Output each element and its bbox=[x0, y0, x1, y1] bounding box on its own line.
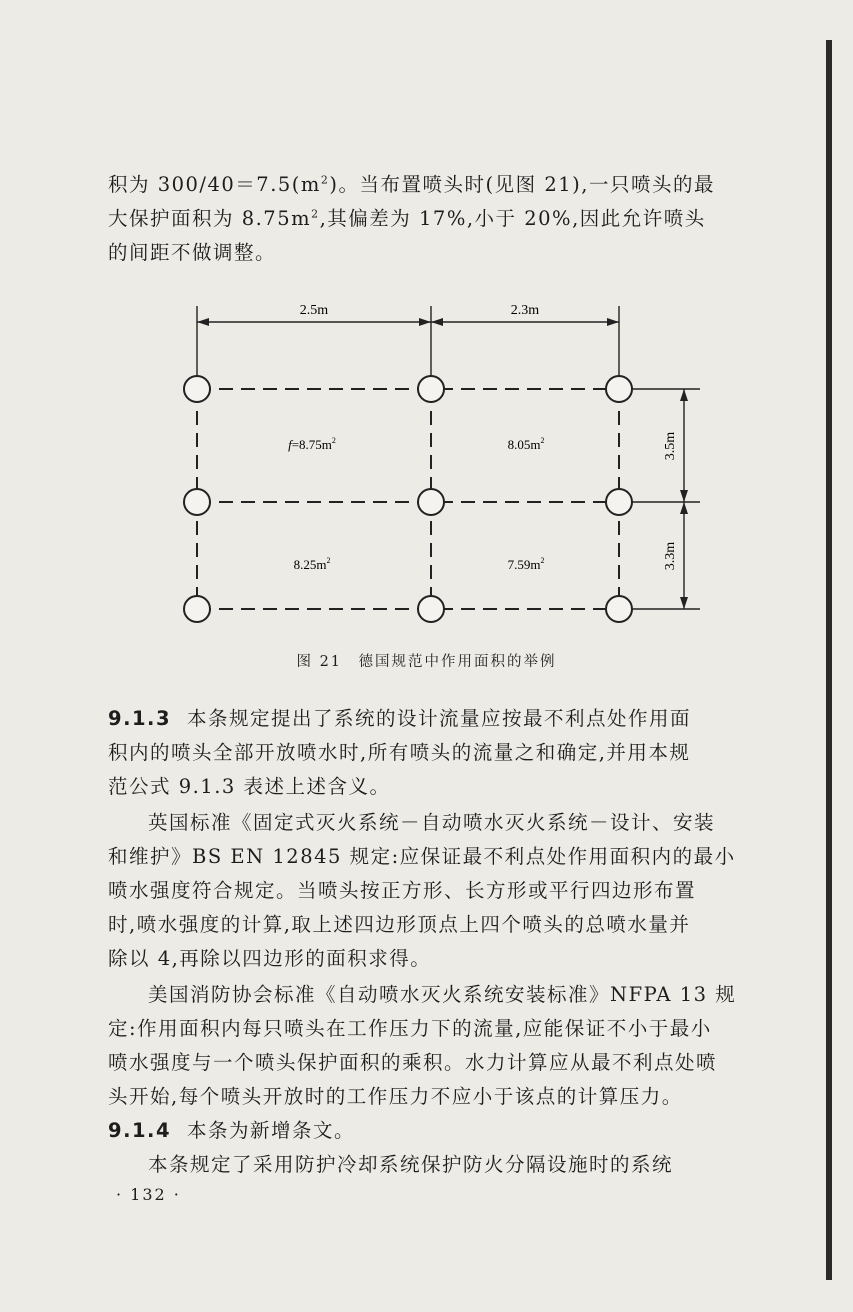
intro-line-2: 大保护面积为 $8.75m^2$,其偏差为 17%,小于 20%,因此允许喷头 bbox=[108, 207, 706, 230]
dim-top-right: 2.3m bbox=[510, 303, 540, 318]
area-label-bottom-right: $7.59m^2$ bbox=[507, 556, 545, 572]
sprinkler-head-circle bbox=[184, 376, 210, 402]
sprinkler-head-circle bbox=[184, 489, 210, 515]
page-number: · 132 · bbox=[116, 1185, 181, 1204]
sprinkler-head-circle bbox=[418, 596, 444, 622]
sprinkler-head-circle bbox=[606, 489, 632, 515]
top-dimension-lines bbox=[197, 306, 619, 376]
nfpa-line-4: 头开始,每个喷头开放时的工作压力不应小于该点的计算压力。 bbox=[108, 1085, 683, 1108]
sprinkler-head-circle bbox=[418, 376, 444, 402]
bs-line-1: 英国标准《固定式灭火系统－自动喷水灭火系统－设计、安装 bbox=[148, 811, 716, 834]
sprinkler-head-circle bbox=[418, 489, 444, 515]
last-line: 本条规定了采用防护冷却系统保护防火分隔设施时的系统 bbox=[148, 1153, 674, 1176]
section-9-1-4-line: 9.1.4 本条为新增条文。 bbox=[108, 1119, 356, 1142]
bs-line-4: 时,喷水强度的计算,取上述四边形顶点上四个喷头的总喷水量并 bbox=[108, 913, 691, 936]
area-label-bottom-left: $8.25m^2$ bbox=[293, 556, 331, 572]
dashed-grid bbox=[197, 389, 619, 609]
intro-line-3: 的间距不做调整。 bbox=[108, 241, 277, 264]
area-label-top-left: $f=8.75m^2$ bbox=[288, 436, 336, 452]
bs-line-2: 和维护》BS EN 12845 规定:应保证最不利点处作用面积内的最小 bbox=[108, 845, 736, 868]
section-9-1-3-line-1: 9.1.3 本条规定提出了系统的设计流量应按最不利点处作用面 bbox=[108, 707, 692, 730]
sprinkler-head-circle bbox=[606, 376, 632, 402]
bs-en-paragraph bbox=[108, 806, 758, 976]
sprinkler-head-circle bbox=[606, 596, 632, 622]
area-label-top-right: $8.05m^2$ bbox=[507, 436, 545, 452]
nfpa-line-3: 喷水强度与一个喷头保护面积的乘积。水力计算应从最不利点处喷 bbox=[108, 1051, 718, 1074]
nfpa-line-2: 定:作用面积内每只喷头在工作压力下的流量,应能保证不小于最小 bbox=[108, 1017, 712, 1040]
section-9-1-3-line-3: 范公式 9.1.3 表述上述含义。 bbox=[108, 775, 391, 798]
intro-line-1: 积为 $300/40=7.5(m^2)$。当布置喷头时(见图 21),一只喷头的最 bbox=[108, 173, 715, 196]
sprinkler-layout-figure bbox=[160, 296, 720, 636]
sprinkler-head-circle bbox=[184, 596, 210, 622]
intro-paragraph bbox=[108, 168, 758, 270]
bs-line-3: 喷水强度符合规定。当喷头按正方形、长方形或平行四边形布置 bbox=[108, 879, 697, 902]
section-number: 9.1.4 bbox=[108, 1119, 172, 1142]
figure-caption: 图 21 德国规范中作用面积的举例 bbox=[296, 654, 557, 670]
right-dimension-lines bbox=[632, 389, 700, 609]
section-9-1-4 bbox=[108, 1114, 758, 1182]
nfpa-line-1: 美国消防协会标准《自动喷水灭火系统安装标准》NFPA 13 规 bbox=[148, 983, 737, 1006]
dim-right-bottom: 3.3m bbox=[663, 541, 678, 571]
nfpa-paragraph bbox=[108, 978, 758, 1114]
sprinkler-layout-diagram bbox=[160, 296, 720, 636]
section-9-1-3 bbox=[108, 702, 758, 804]
section-number: 9.1.3 bbox=[108, 707, 172, 730]
dim-top-left: 2.5m bbox=[299, 303, 329, 318]
dim-right-top: 3.5m bbox=[663, 431, 678, 461]
bs-line-5: 除以 4,再除以四边形的面积求得。 bbox=[108, 947, 432, 970]
sprinkler-heads bbox=[184, 376, 632, 622]
section-9-1-3-line-2: 积内的喷头全部开放喷水时,所有喷头的流量之和确定,并用本规 bbox=[108, 741, 691, 764]
